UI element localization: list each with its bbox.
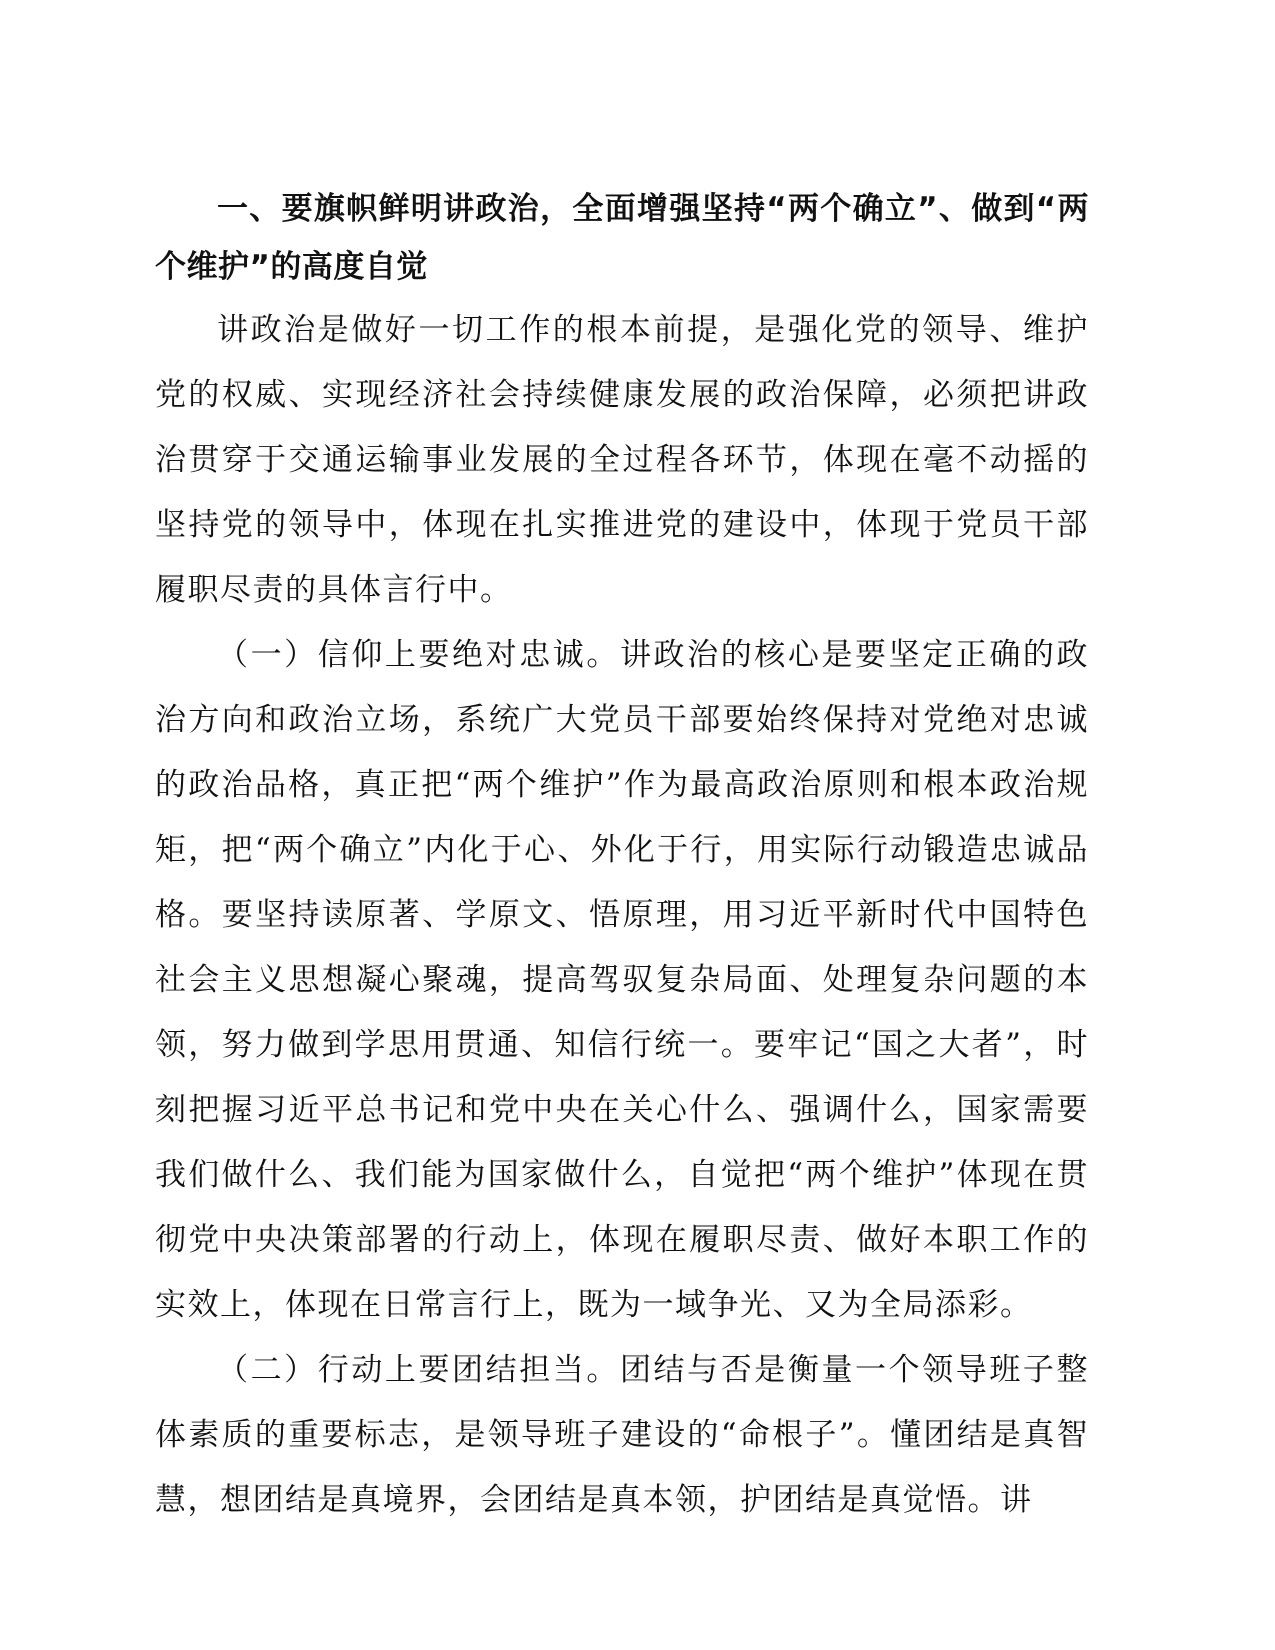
paragraph-intro: 讲政治是做好一切工作的根本前提，是强化党的领导、维护党的权威、实现经济社会持续健康发展的政治保障，必须把讲政治贯穿于交通运输事业发展的全过程各环节，体现在毫不动摇的坚持党的领导中，体现在扎实推进党的建设中，体现于党员干部履职尽责的具体言行中。 <box>155 312 1089 608</box>
paragraph-loyalty: （一）信仰上要绝对忠诚。讲政治的核心是要坚定正确的政治方向和政治立场，系统广大党员干部要始终保持对党绝对忠诚的政治品格，真正把“两个维护”作为最高政治原则和根本政治规矩，把“两个确立”内化于心、外化于行，用实际行动锻造忠诚品格。要坚持读原著、学原文、悟原理，用习近平新时代中国特色社会主义思想凝心聚魂，提高驾驭复杂局面、处理复杂问题的本领，努力做到学思用贯通、知信行统一。要牢记“国之大者”，时刻把握习近平总书记和党中央在关心什么、强调什么，国家需要我们做什么、我们能为国家做什么，自觉把“两个维护”体现在贯彻党中央决策部署的行动上，体现在履职尽责、做好本职工作的实效上，体现在日常言行上，既为一域争光、又为全局添彩。 <box>155 637 1089 1323</box>
section-heading: 一、要旗帜鲜明讲政治，全面增强坚持“两个确立”、做到“两个维护”的高度自觉 <box>155 191 1089 285</box>
paragraph-unity: （二）行动上要团结担当。团结与否是衡量一个领导班子整体素质的重要标志，是领导班子建设的“命根子”。懂团结是真智慧，想团结是真境界，会团结是真本领，护团结是真觉悟。讲 <box>155 1352 1089 1518</box>
document-body <box>155 180 1089 1533</box>
